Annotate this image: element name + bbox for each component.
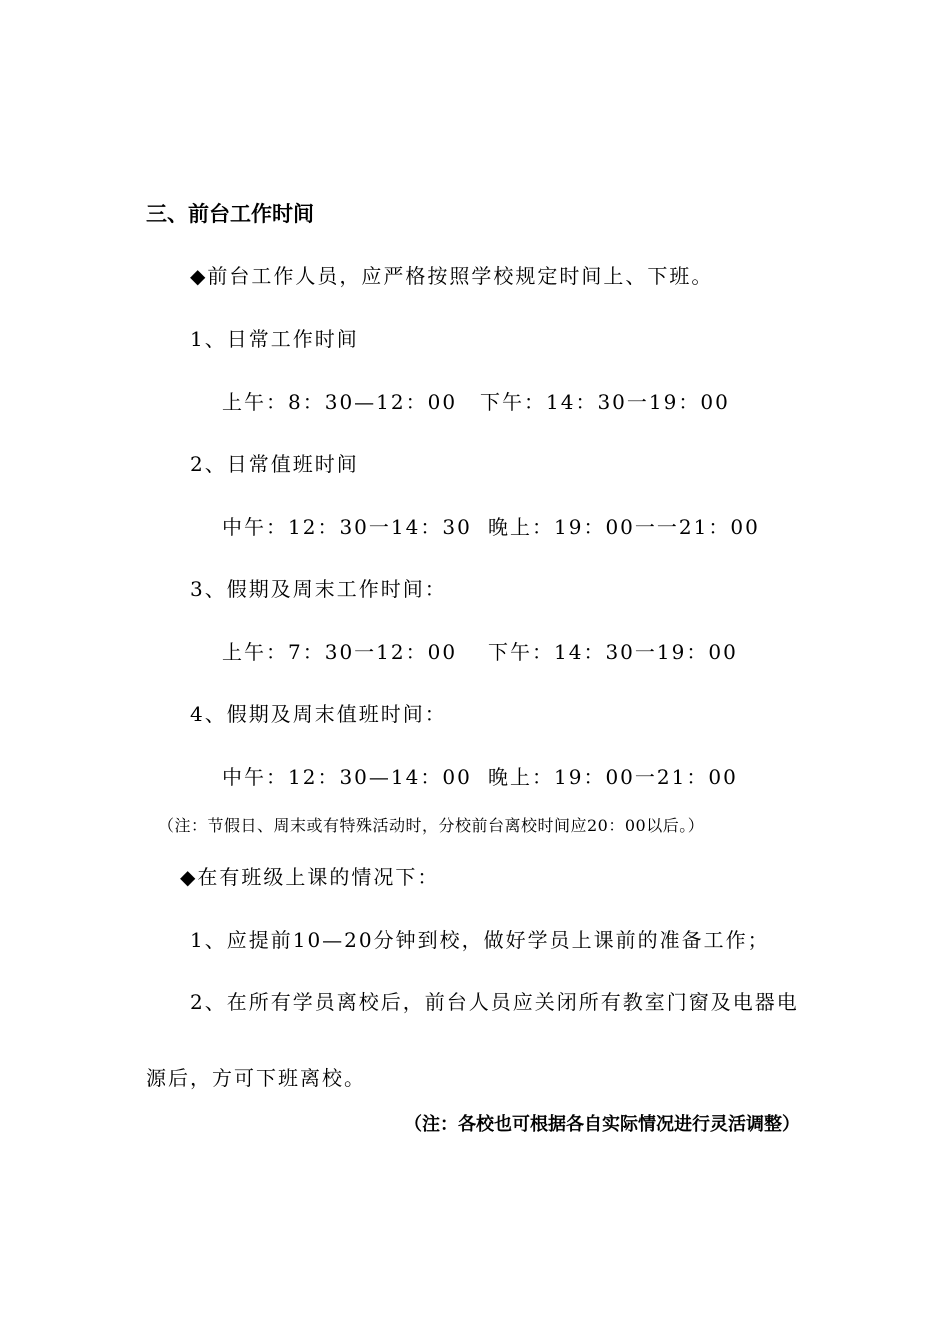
class-item-2-line-1: 2、在所有学员离校后，前台人员应关闭所有教室门窗及电器电	[190, 990, 799, 1014]
section-title: 三、前台工作时间	[146, 202, 314, 226]
schedule-4-evening: 晚上：19：00一21：00	[488, 765, 738, 789]
schedule-1-afternoon: 下午：14：30一19：00	[480, 390, 730, 414]
holiday-note: （注：节假日、周末或有特殊活动时，分校前台离校时间应20：00以后。）	[158, 816, 705, 835]
footer-note: （注：各校也可根据各自实际情况进行灵活调整）	[404, 1114, 800, 1135]
schedule-2-evening: 晚上：19：00一一21：00	[488, 515, 760, 539]
schedule-3-afternoon: 下午：14：30一19：00	[488, 640, 738, 664]
schedule-1-label: 1、日常工作时间	[190, 327, 359, 351]
class-section-intro: ◆在有班级上课的情况下：	[180, 865, 440, 889]
schedule-1-morning: 上午：8：30—12：00	[222, 390, 458, 414]
schedule-2-noon: 中午：12：30一14：30	[222, 515, 472, 539]
schedule-4-noon: 中午：12：30—14：00	[222, 765, 472, 789]
schedule-2-label: 2、日常值班时间	[190, 452, 359, 476]
class-item-2-line-2: 源后，方可下班离校。	[146, 1066, 366, 1090]
schedule-3-morning: 上午：7：30一12：00	[222, 640, 458, 664]
schedule-4-label: 4、假期及周末值班时间：	[190, 702, 447, 726]
class-item-1: 1、应提前10—20分钟到校，做好学员上课前的准备工作；	[190, 928, 770, 952]
schedule-3-label: 3、假期及周末工作时间：	[190, 577, 447, 601]
intro-line: ◆前台工作人员，应严格按照学校规定时间上、下班。	[190, 264, 714, 288]
